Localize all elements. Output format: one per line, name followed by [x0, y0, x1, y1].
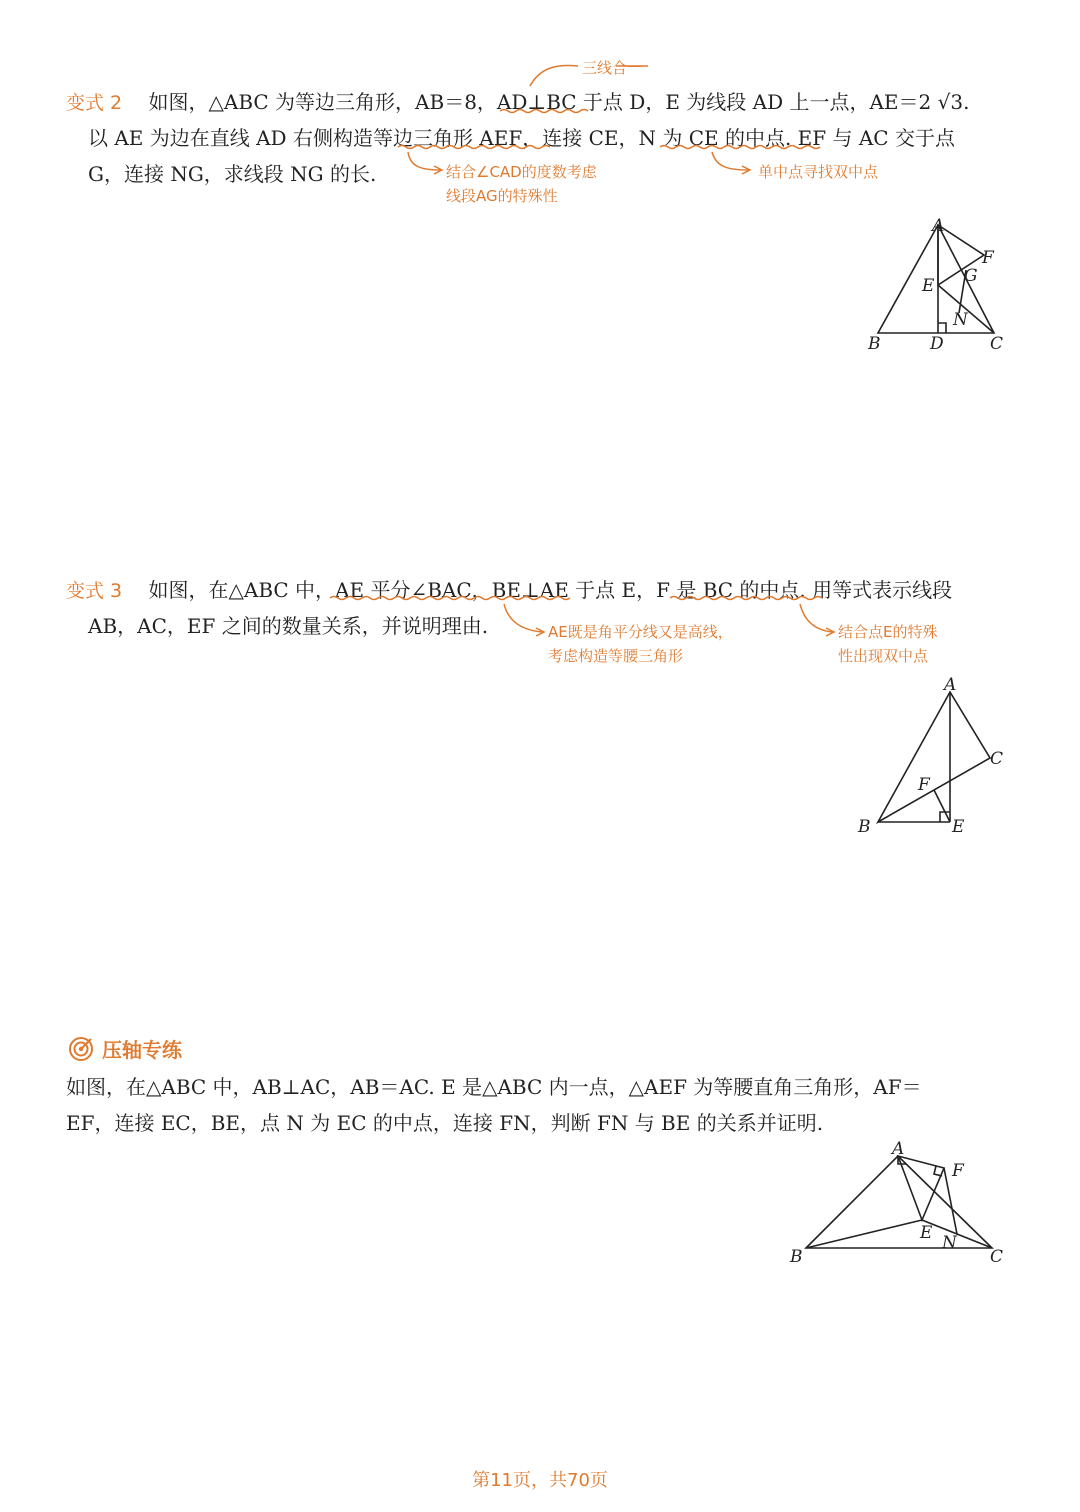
v3-note-b2: 性出现双中点: [838, 647, 929, 665]
v2-note-a2: 线段AG的特殊性: [446, 187, 558, 205]
page-footer: 第11页，共70页: [472, 1470, 608, 1491]
v2-line-2: 以 AE 为边在直线 AD 右侧构造等边三角形 AEF，连接 CE，N 为 CE 的中点. EF 与 AC 交于点: [88, 126, 955, 150]
v3-note-a2: 考虑构造等腰三角形: [548, 647, 684, 665]
v3-line-2: AB，AC，EF 之间的数量关系，并说明理由.: [88, 614, 489, 638]
section-title-text: 压轴专练: [102, 1038, 182, 1062]
v2-note-top: 三线合一: [582, 59, 643, 77]
v2-label-E: E: [922, 276, 935, 296]
v2-note-a1: 结合∠CAD的度数考虑: [446, 163, 597, 181]
v2-label-G: G: [964, 266, 978, 286]
section-label-E: E: [920, 1223, 933, 1243]
v2-label-N: N: [953, 310, 968, 330]
v2-label-B: B: [868, 334, 881, 354]
v3-label-C: C: [990, 749, 1004, 769]
v2-line-3: G，连接 NG，求线段 NG 的长.: [88, 162, 377, 186]
v2-line-1: [66, 86, 969, 115]
v3-label-F: F: [918, 775, 930, 795]
section-label-N: N: [942, 1233, 957, 1253]
v2-label-C: C: [990, 334, 1004, 354]
v3-text-1: 如图，在△ABC 中，AE 平分∠BAC，BE⊥AE 于点 E，F 是 BC 的中点. 用等式表示线段: [148, 578, 953, 602]
section-label-C: C: [990, 1247, 1004, 1267]
section-line-1: 如图，在△ABC 中，AB⊥AC，AB＝AC. E 是△ABC 内一点，△AEF 为等腰直角三角形，AF＝: [66, 1075, 922, 1099]
v2-label-A: A: [932, 216, 945, 236]
section-figure: [786, 1140, 1016, 1270]
v3-label-A: A: [944, 675, 957, 695]
v2-label-F: F: [982, 248, 994, 268]
section-title: [68, 1034, 182, 1063]
v3-label-E: E: [952, 817, 965, 837]
v2-tag: 变式 2: [66, 92, 123, 114]
v3-note-a1: AE既是角平分线又是高线，: [548, 623, 733, 641]
target-icon: [68, 1036, 94, 1062]
v3-note-b1: 结合点E的特殊: [838, 623, 938, 641]
v3-line-1: [66, 574, 952, 603]
v2-text-1: 如图，△ABC 为等边三角形，AB＝8，AD⊥BC 于点 D，E 为线段 AD 上一点，AE＝2 √3.: [148, 90, 970, 114]
v2-label-D: D: [930, 334, 944, 354]
v3-figure: [850, 672, 1020, 842]
section-label-B: B: [790, 1247, 803, 1267]
v3-tag: 变式 3: [66, 580, 123, 602]
v2-figure: [860, 215, 1010, 360]
v3-label-B: B: [858, 817, 871, 837]
v2-note-b: 单中点寻找双中点: [758, 163, 879, 181]
section-label-A: A: [892, 1139, 905, 1159]
section-label-F: F: [952, 1161, 964, 1181]
section-line-2: EF，连接 EC，BE，点 N 为 EC 的中点，连接 FN，判断 FN 与 BE 的关系并证明.: [66, 1111, 824, 1135]
